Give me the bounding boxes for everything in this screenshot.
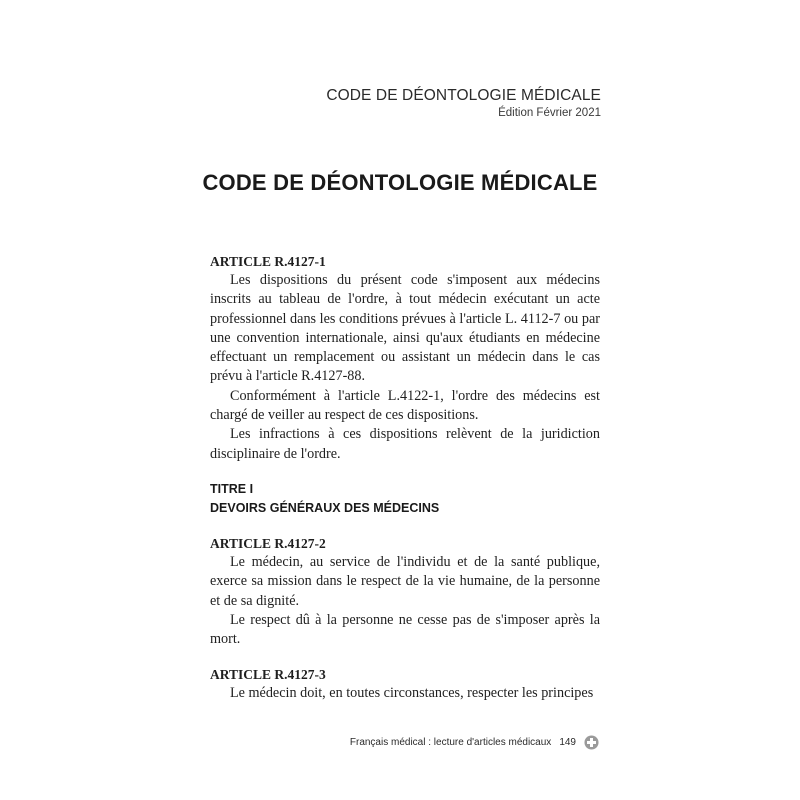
article-paragraph: Les dispositions du présent code s'imposent aux médecins inscrits au tableau de l'ordre, à tout médecin exécutant un acte professionnel dans les conditions prévues à l'article L. 4112-7 ou par une convention internationale, ainsi qu'aux étudiants en médecine effectuant un remplacement ou assistant un médecin dans le cas prévu à l'article R.4127-88. bbox=[210, 272, 600, 385]
footer-text: Français médical : lecture d'articles médicaux bbox=[349, 737, 552, 748]
article-heading: ARTICLE R.4127-1 bbox=[210, 254, 326, 269]
titre-number: TITRE I bbox=[210, 481, 254, 496]
titre-heading: DEVOIRS GÉNÉRAUX DES MÉDECINS bbox=[210, 500, 440, 515]
article-paragraph: Les infractions à ces dispositions relèvent de la juridiction disciplinaire de l'ordre. bbox=[210, 426, 600, 462]
article-paragraph: Le médecin doit, en toutes circonstances, respecter les principes bbox=[230, 685, 594, 702]
article-heading: ARTICLE R.4127-3 bbox=[210, 667, 326, 683]
page-footer bbox=[350, 735, 599, 750]
article-heading: ARTICLE R.4127-2 bbox=[210, 535, 326, 551]
page-number: 149 bbox=[559, 737, 576, 748]
article-paragraph: Le respect dû à la personne ne cesse pas de s'imposer après la mort. bbox=[210, 611, 600, 648]
document-body bbox=[210, 252, 600, 704]
article-paragraph: Le médecin, au service de l'individu et de la santé publique, exerce sa mission dans le respect de la vie humaine, de la personne et de sa dignité. bbox=[210, 553, 600, 609]
header-edition: Édition Février 2021 bbox=[498, 107, 601, 119]
article-paragraph: Conformément à l'article L.4122-1, l'ordre des médecins est chargé de veiller au respect de ces dispositions. bbox=[210, 387, 600, 424]
medical-cross-icon bbox=[584, 735, 599, 750]
page-header bbox=[326, 86, 601, 121]
main-title: CODE DE DÉONTOLOGIE MÉDICALE bbox=[202, 170, 598, 195]
header-title: CODE DE DÉONTOLOGIE MÉDICALE bbox=[326, 87, 601, 104]
